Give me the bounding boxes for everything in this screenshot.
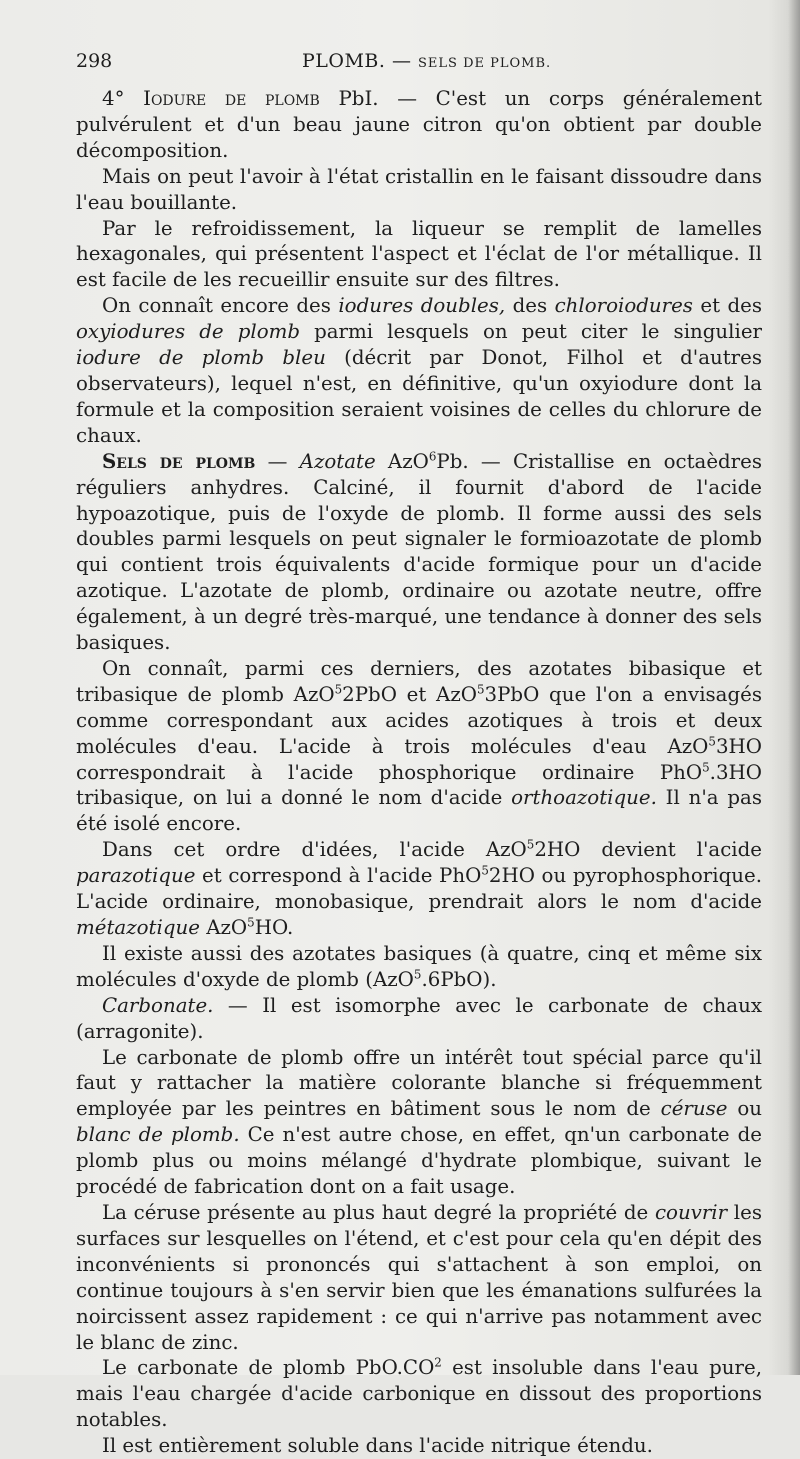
paragraph-p6 — [76, 656, 762, 837]
text-segment: 2 — [434, 1355, 442, 1370]
paragraph-p1 — [76, 86, 762, 164]
text-segment: est insoluble dans l'eau pure, mais l'eau chargée d'acide carbonique en dissout des proportions notables. — [76, 1356, 762, 1432]
text-segment: Azotate — [299, 449, 376, 473]
text-segment: chloroiodures — [554, 294, 693, 318]
body-text — [76, 86, 762, 1459]
text-segment: 5 — [413, 967, 422, 982]
section-title: SELS DE PLOMB. — [418, 56, 552, 71]
text-segment: La céruse présente au plus haut degré la propriété de — [102, 1200, 655, 1224]
text-segment: .3HO tribasique, on lui a donné le nom d'acide — [76, 760, 762, 810]
paragraph-p5 — [76, 449, 762, 656]
text-segment: 5 — [476, 682, 485, 697]
text-segment: couvrir — [654, 1200, 728, 1224]
text-segment: iodure de plomb bleu — [76, 346, 326, 370]
text-segment: Le carbonate de plomb offre un intérêt tout spécial parce qu'il faut y rattacher la matière colorante blanche si fréquemment employée par les peintres en bâtiment sous le nom de — [76, 1045, 762, 1121]
text-segment: — — [255, 449, 300, 473]
text-segment: ou — [727, 1097, 763, 1121]
text-segment: Il n'a pas été isolé encore. — [76, 786, 762, 836]
text-segment: Dans cet ordre d'idées, l'acide AzO — [102, 838, 527, 862]
text-segment: AzO — [375, 449, 429, 473]
text-segment: Sels de plomb — [102, 448, 256, 473]
text-segment: oxyiodures de plomb — [76, 320, 301, 344]
text-segment: iodures doubles, — [338, 294, 506, 318]
text-segment: Carbonate. — [102, 993, 214, 1017]
paragraph-p7 — [76, 837, 762, 941]
text-segment: Il existe aussi des azotates basiques (à quatre, cinq et même six molécules d'oxyde de plomb (AzO — [76, 941, 762, 991]
text-segment: des — [505, 294, 555, 318]
paragraph-p10 — [76, 1045, 762, 1200]
paragraph-p4 — [76, 293, 762, 448]
page-edge-shadow — [788, 0, 800, 1375]
text-segment: Il est entièrement soluble dans l'acide nitrique étendu. — [102, 1434, 653, 1458]
text-segment: 2HO devient l'acide — [534, 838, 763, 862]
text-segment: AzO — [199, 916, 248, 939]
paragraph-p13 — [76, 1433, 762, 1459]
text-segment: les surfaces sur lesquelles on l'étend, et c'est pour cela qu'en dépit des inconvénients si prononcés qui s'attachent à son emploi, on continue toujours à s'en servir bien que les émanations sulfurées la noircissent assez rapidement : ce qui n'arrive pas notamment avec le blanc de zinc. — [76, 1200, 762, 1354]
text-segment: 4° — [102, 87, 144, 110]
title-separator: — — [391, 50, 412, 72]
text-segment: PbI. — C'est un corps généralement pulvérulent et d'un beau jaune citron qu'on obtient par double décomposition. — [76, 87, 763, 162]
paragraph-p12 — [76, 1355, 762, 1433]
text-segment: Le carbonate de plomb PbO.CO — [102, 1356, 435, 1380]
text-segment: Ce n'est autre chose, en effet, qn'un carbonate de plomb plus ou moins mélangé d'hydrate plombique, suivant le procédé de fabrication dont on a fait usage. — [76, 1123, 762, 1199]
text-segment: 5 — [247, 915, 255, 930]
text-segment: On connaît, parmi ces derniers, des azotates bibasique et tribasique de plomb AzO — [76, 656, 762, 706]
text-segment: 5 — [702, 759, 710, 774]
text-segment: 3HO correspondrait à l'acide phosphorique ordinaire PhO — [76, 734, 762, 784]
running-header — [76, 50, 766, 78]
text-segment: 5 — [526, 837, 535, 852]
text-segment: Iodure de plomb — [143, 87, 320, 110]
text-segment: Pb. — Cristallise en octaèdres réguliers anhydres. Calciné, il fournit d'abord de l'acide hypoazotique, puis de l'oxyde de plomb. Il forme aussi des sels doubles parmi lesquels on peut signaler le formioazotate de plomb qui contient trois équivalents d'acide formique pour un d'acide azotique. L'azotate de plomb, ordinaire ou azotate neutre, offre également, à un degré très-marqué, une tendance à donner des sels basiques. — [76, 449, 762, 655]
text-segment: HO. — [254, 916, 294, 939]
text-segment: 5 — [481, 863, 489, 878]
text-segment: Mais on peut l'avoir à l'état cristallin en le faisant dissoudre dans l'eau bouillante. — [76, 164, 762, 214]
paragraph-p2 — [76, 164, 762, 216]
text-segment: et des — [692, 294, 762, 318]
text-segment: On connaît encore des — [102, 294, 339, 318]
text-segment: 3PbO que l'on a envisagés comme correspondant aux acides azotiques à trois et deux molécules d'eau. L'acide à trois molécules d'eau AzO — [76, 682, 762, 758]
text-segment: — Il est isomorphe avec le carbonate de chaux (arragonite). — [76, 993, 762, 1043]
text-segment: Par le refroidissement, la liqueur se remplit de lamelles hexagonales, qui présentent l'aspect et l'éclat de l'or métallique. Il est facile de les recueillir ensuite sur des filtres. — [76, 216, 762, 292]
text-segment: .6PbO). — [421, 967, 497, 991]
text-segment: 2HO ou pyrophosphorique. L'acide ordinaire, monobasique, prendrait alors le nom d'acide — [76, 864, 762, 914]
text-segment: parmi lesquels on peut citer le singulier — [300, 320, 762, 344]
text-segment: métazotique — [76, 916, 200, 939]
text-segment: céruse — [660, 1097, 728, 1121]
paragraph-p11 — [76, 1200, 762, 1355]
text-segment: (décrit par Donot, Filhol et d'autres observateurs), lequel n'est, en définitive, qu'un oxyiodure dont la formule et la composition seraient voisines de celles du chlorure de chaux. — [76, 346, 762, 447]
paragraph-p8 — [76, 941, 762, 993]
text-segment: orthoazotique. — [511, 786, 657, 810]
text-segment: 5 — [708, 734, 716, 749]
paragraph-p3 — [76, 216, 762, 294]
text-segment: 5 — [334, 682, 343, 697]
running-title — [302, 50, 551, 72]
text-segment: et correspond à l'acide PhO — [195, 864, 482, 888]
text-segment: blanc de plomb. — [76, 1123, 240, 1147]
text-segment: 6 — [428, 449, 437, 464]
chapter-title: PLOMB. — [302, 50, 386, 72]
paragraph-p9 — [76, 993, 762, 1045]
text-segment: parazotique — [76, 864, 196, 888]
page-number: 298 — [76, 50, 113, 72]
text-segment: 2PbO et AzO — [342, 682, 477, 706]
